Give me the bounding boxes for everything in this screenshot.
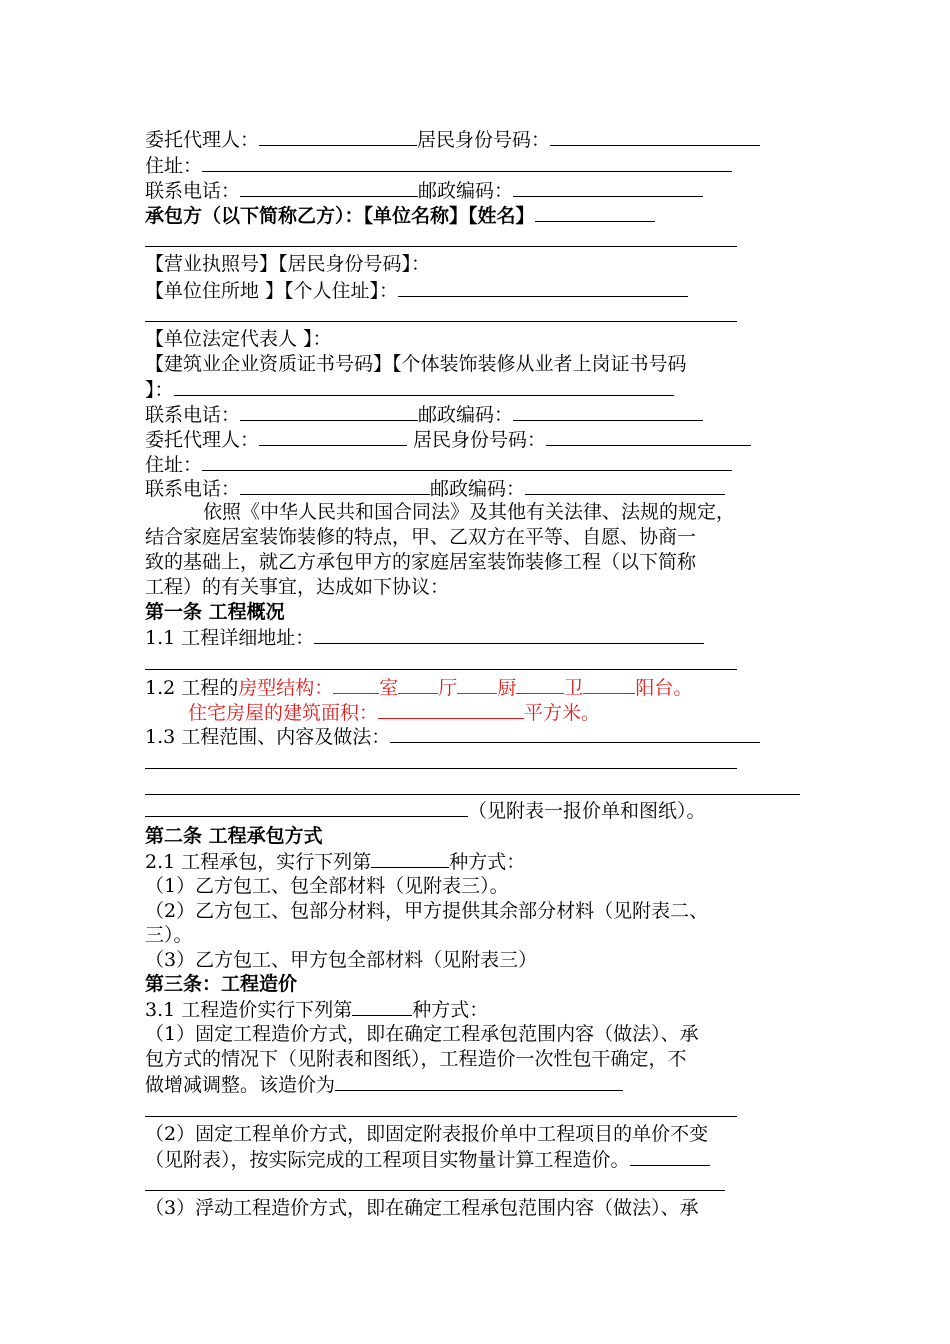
- address-blank[interactable]: [202, 153, 732, 172]
- legal-rep-line: 【单位法定代表人 】：: [145, 328, 332, 350]
- unit-price-blank[interactable]: [630, 1147, 710, 1166]
- option-3-2a: （2）固定工程单价方式，即固定附表报价单中工程项目的单价不变: [145, 1123, 709, 1145]
- option-2-2-cont: 三）。: [145, 924, 193, 946]
- baths-blank[interactable]: [516, 675, 564, 694]
- unit-address-line: 【单位住所地 】【个人住址】：: [145, 278, 688, 303]
- option-3-1b: 包方式的情况下（见附表和图纸），工程造价一次性包干确定，不: [145, 1048, 687, 1070]
- clause-1-1: 1.1 工程详细地址：: [145, 625, 704, 650]
- address-line-2: 住址：: [145, 452, 732, 477]
- blank-line[interactable]: [145, 669, 737, 670]
- phone-line-3: 联系电话： 邮政编码：: [145, 476, 725, 501]
- total-price-blank[interactable]: [335, 1072, 623, 1091]
- blank-line[interactable]: [145, 1190, 725, 1191]
- license-line: 【营业执照号】【居民身份号码】：: [145, 253, 431, 275]
- phone-blank[interactable]: [240, 178, 418, 197]
- cert-blank[interactable]: [174, 377, 674, 396]
- agent-blank[interactable]: [259, 427, 407, 446]
- blank-line[interactable]: [145, 794, 800, 795]
- option-2-1: （1）乙方包工、包全部材料（见附表三）。: [145, 875, 509, 897]
- address-blank[interactable]: [202, 452, 732, 471]
- option-2-3: （3）乙方包工、甲方包全部材料（见附表三）: [145, 949, 538, 971]
- clause-1-2: 1.2 工程的房型结构： 室 厅 厨 卫 阳台。: [145, 677, 693, 699]
- clause-2-1: 2.1 工程承包，实行下列第 种方式：: [145, 851, 526, 873]
- contractor-name-blank[interactable]: [535, 203, 655, 222]
- section-1-heading: 第一条 工程概况: [145, 601, 285, 623]
- intro-paragraph-2: 结合家庭居室装饰装修的特点，甲、乙双方在平等、自愿、协商一: [145, 526, 697, 548]
- blank-line[interactable]: [145, 768, 737, 769]
- price-method-blank[interactable]: [352, 997, 412, 1016]
- clause-1-2-area: 住宅房屋的建筑面积： 平方米。: [188, 702, 601, 724]
- option-3-1c: 做增减调整。该造价为: [145, 1072, 623, 1097]
- site-address-blank[interactable]: [314, 625, 704, 644]
- contractor-line: 承包方（以下简称乙方）：【单位名称】【姓名】: [145, 203, 655, 228]
- id-blank[interactable]: [550, 127, 760, 146]
- halls-blank[interactable]: [398, 675, 438, 694]
- postcode-blank[interactable]: [513, 402, 703, 421]
- agent-line: 委托代理人： 居民身份号码：: [145, 127, 760, 152]
- option-2-2: （2）乙方包工、包部分材料，甲方提供其余部分材料（见附表二、: [145, 900, 709, 922]
- phone-blank[interactable]: [240, 402, 418, 421]
- balconies-blank[interactable]: [583, 675, 635, 694]
- postcode-blank[interactable]: [513, 178, 703, 197]
- option-3-3a: （3）浮动工程造价方式，即在确定工程承包范围内容（做法）、承: [145, 1197, 699, 1219]
- section-2-heading: 第二条 工程承包方式: [145, 825, 323, 847]
- blank-line[interactable]: [145, 321, 737, 322]
- blank-line[interactable]: [145, 1116, 737, 1117]
- blank-line[interactable]: [145, 246, 737, 247]
- postcode-blank[interactable]: [525, 476, 725, 495]
- cert-line: 【建筑业企业资质证书号码】【个体装饰装修从业者上岗证书号码: [145, 353, 687, 375]
- scope-blank-2[interactable]: [145, 798, 468, 817]
- option-3-1a: （1）固定工程造价方式，即在确定工程承包范围内容（做法）、承: [145, 1023, 699, 1045]
- scope-blank[interactable]: [390, 724, 760, 743]
- id-blank[interactable]: [546, 427, 751, 446]
- clause-3-1: 3.1 工程造价实行下列第 种方式：: [145, 999, 489, 1021]
- option-3-2b: （见附表），按实际完成的工程项目实物量计算工程造价。: [145, 1147, 710, 1172]
- area-blank[interactable]: [378, 700, 524, 719]
- cert-line-2: 】：: [145, 377, 674, 402]
- phone-line-2: 联系电话： 邮政编码：: [145, 402, 703, 427]
- agent-line-2: 委托代理人： 居民身份号码：: [145, 427, 751, 452]
- phone-line: 联系电话： 邮政编码：: [145, 178, 703, 203]
- intro-paragraph-3: 致的基础上，就乙方承包甲方的家庭居室装饰装修工程（以下简称: [145, 551, 697, 573]
- kitchens-blank[interactable]: [457, 675, 497, 694]
- agent-blank[interactable]: [259, 127, 417, 146]
- intro-paragraph-4: 工程）的有关事宜，达成如下协议：: [145, 576, 450, 598]
- phone-blank[interactable]: [240, 476, 430, 495]
- clause-1-3-end: （见附表一报价单和图纸）。: [145, 798, 706, 823]
- clause-1-3: 1.3 工程范围、内容及做法：: [145, 724, 760, 749]
- rooms-blank[interactable]: [333, 675, 379, 694]
- unit-address-blank[interactable]: [398, 278, 688, 297]
- section-3-heading: 第三条：工程造价: [145, 973, 298, 995]
- intro-paragraph-1: 依照《中华人民共和国合同法》及其他有关法律、法规的规定，: [203, 501, 736, 523]
- address-line: 住址：: [145, 153, 732, 178]
- method-blank[interactable]: [371, 849, 449, 868]
